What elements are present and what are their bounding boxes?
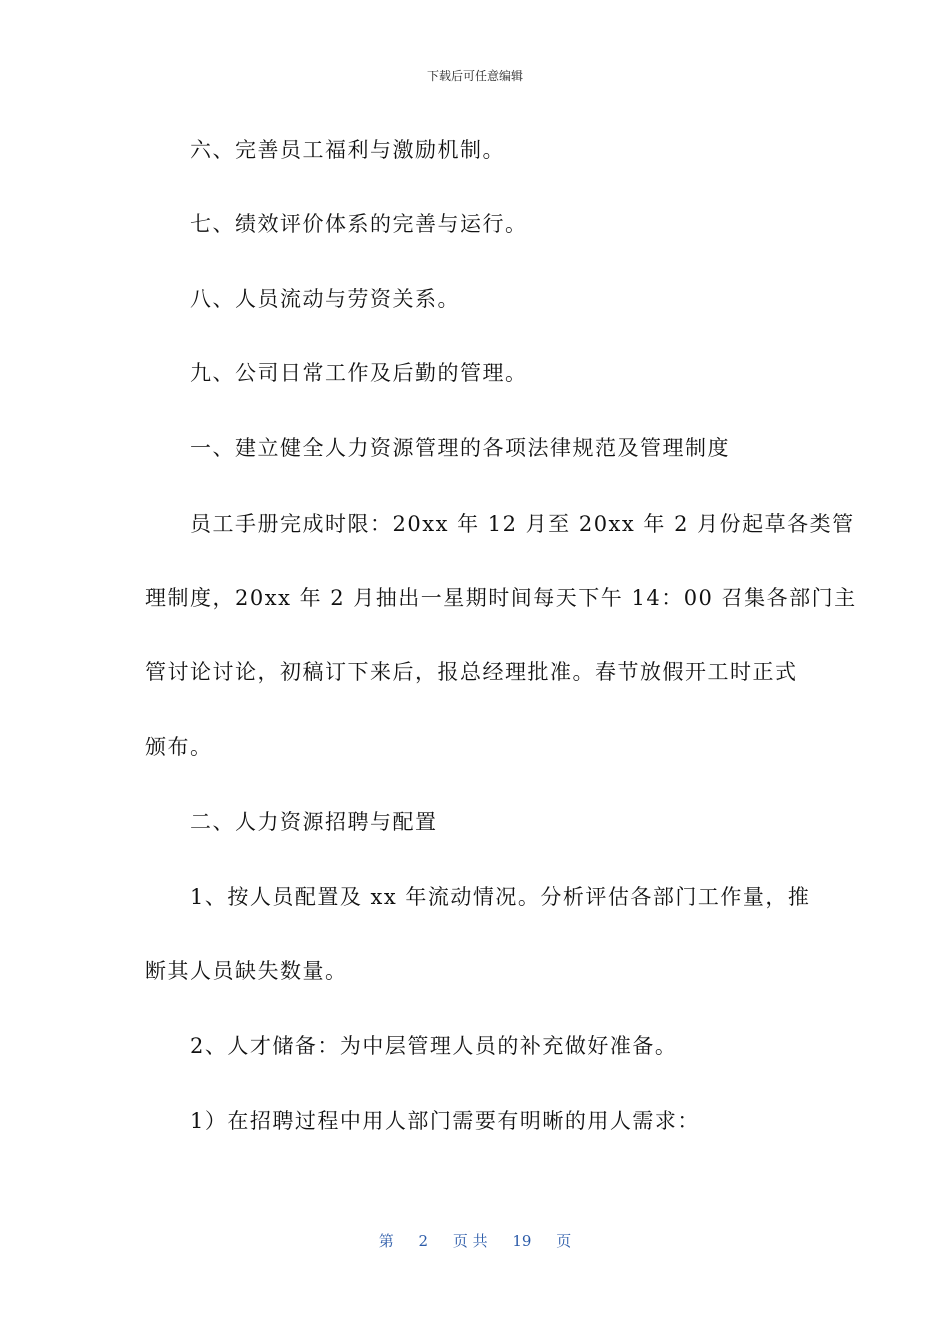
footer-suffix: 页 <box>556 1232 572 1250</box>
paragraph-line: 七、绩效评价体系的完善与运行。 <box>190 212 528 236</box>
paragraph-line: 员工手册完成时限：20xx 年 12 月至 20xx 年 2 月份起草各类管 <box>190 512 855 536</box>
section-heading: 一、建立健全人力资源管理的各项法律规范及管理制度 <box>190 436 730 460</box>
page-header: 下载后可任意编辑 <box>426 69 523 83</box>
paragraph-line: 六、完善员工福利与激励机制。 <box>190 138 505 162</box>
paragraph-line: 九、公司日常工作及后勤的管理。 <box>190 361 528 385</box>
footer-middle: 页 共 <box>452 1232 488 1250</box>
paragraph-line: 管讨论讨论，初稿订下来后，报总经理批准。春节放假开工时正式 <box>145 660 798 684</box>
paragraph-line: 2、人才储备：为中层管理人员的补充做好准备。 <box>190 1034 678 1058</box>
paragraph-line: 理制度，20xx 年 2 月抽出一星期时间每天下午 14：00 召集各部门主 <box>145 586 857 610</box>
paragraph-line: 八、人员流动与劳资关系。 <box>190 287 460 311</box>
paragraph-line: 1）在招聘过程中用人部门需要有明晰的用人需求： <box>190 1109 700 1133</box>
paragraph-line: 1、按人员配置及 xx 年流动情况。分析评估各部门工作量，推 <box>190 885 811 909</box>
footer-page-number: 2 <box>418 1232 429 1250</box>
paragraph-line: 断其人员缺失数量。 <box>145 959 348 983</box>
section-heading: 二、人力资源招聘与配置 <box>190 810 438 834</box>
page-footer <box>0 1230 950 1251</box>
footer-prefix: 第 <box>378 1232 394 1250</box>
footer-total-pages: 19 <box>512 1232 532 1250</box>
paragraph-line: 颁布。 <box>145 735 213 759</box>
